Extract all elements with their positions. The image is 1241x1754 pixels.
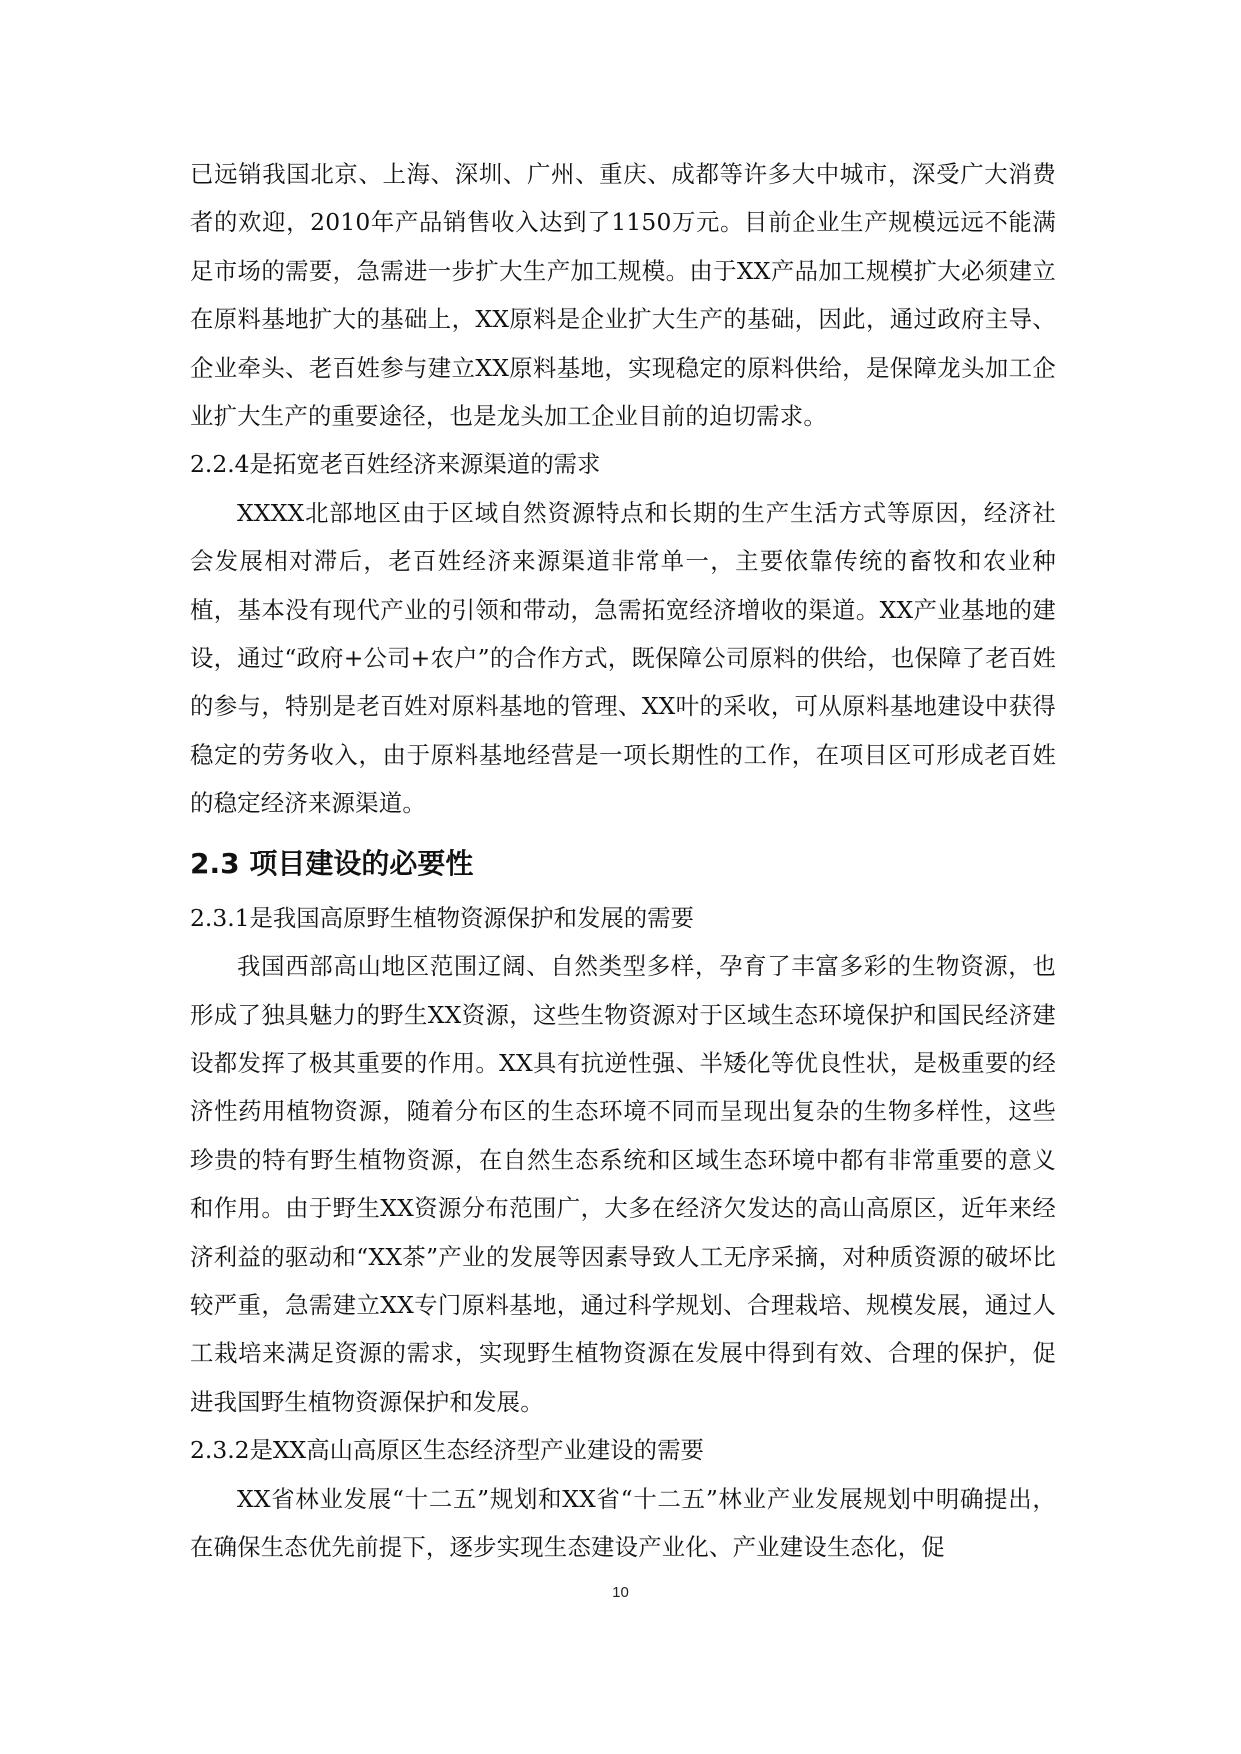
subsection-heading: 2.3.2是XX高山高原区生态经济型产业建设的需要 bbox=[190, 1436, 704, 1465]
page-number: 10 bbox=[612, 1584, 629, 1601]
page-body bbox=[190, 150, 1056, 1571]
subsection-heading: 2.2.4是拓宽老百姓经济来源渠道的需求 bbox=[190, 450, 601, 479]
body-paragraph: 已远销我国北京、上海、深圳、广州、重庆、成都等许多大中城市，深受广大消费者的欢迎，2010年产品销售收入达到了1150万元。目前企业生产规模远远不能满足市场的需要，急需进一步扩大生产加工规模。由于XX产品加工规模扩大必须建立在原料基地扩大的基础上，XX原料是企业扩大生产的基础，因此，通过政府主导、企业牵头、老百姓参与建立XX原料基地，实现稳定的原料供给，是保障龙头加工企业扩大生产的重要途径，也是龙头加工企业目前的迫切需求。 bbox=[190, 160, 1056, 431]
section-heading: 2.3 项目建设的必要性 bbox=[190, 846, 474, 880]
subsection-heading: 2.3.1是我国高原野生植物资源保护和发展的需要 bbox=[190, 903, 694, 932]
body-paragraph: XXXX北部地区由于区域自然资源特点和长期的生产生活方式等原因，经济社会发展相对滞后，老百姓经济来源渠道非常单一，主要依靠传统的畜牧和农业种植，基本没有现代产业的引领和带动，急需拓宽经济增收的渠道。XX产业基地的建设，通过“政府+公司+农户”的合作方式，既保障公司原料的供给，也保障了老百姓的参与，特别是老百姓对原料基地的管理、XX叶的采收，可从原料基地建设中获得稳定的劳务收入，由于原料基地经营是一项长期性的工作，在项目区可形成老百姓的稳定经济来源渠道。 bbox=[190, 498, 1056, 818]
body-paragraph: 我国西部高山地区范围辽阔、自然类型多样，孕育了丰富多彩的生物资源，也形成了独具魅力的野生XX资源，这些生物资源对于区域生态环境保护和国民经济建设都发挥了极其重要的作用。XX具有抗逆性强、半矮化等优良性状，是极重要的经济性药用植物资源，随着分布区的生态环境不同而呈现出复杂的生物多样性，这些珍贵的特有野生植物资源，在自然生态系统和区域生态环境中都有非常重要的意义和作用。由于野生XX资源分布范围广，大多在经济欠发达的高山高原区，近年来经济利益的驱动和“XX茶”产业的发展等因素导致人工无序采摘，对种质资源的破坏比较严重，急需建立XX专门原料基地，通过科学规划、合理栽培、规模发展，通过人工栽培来满足资源的需求，实现野生植物资源在发展中得到有效、合理的保护，促进我国野生植物资源保护和发展。 bbox=[190, 952, 1056, 1416]
body-paragraph: XX省林业发展“十二五”规划和XX省“十二五”林业产业发展规划中明确提出，在确保生态优先前提下，逐步实现生态建设产业化、产业建设生态化，促 bbox=[190, 1484, 1056, 1561]
